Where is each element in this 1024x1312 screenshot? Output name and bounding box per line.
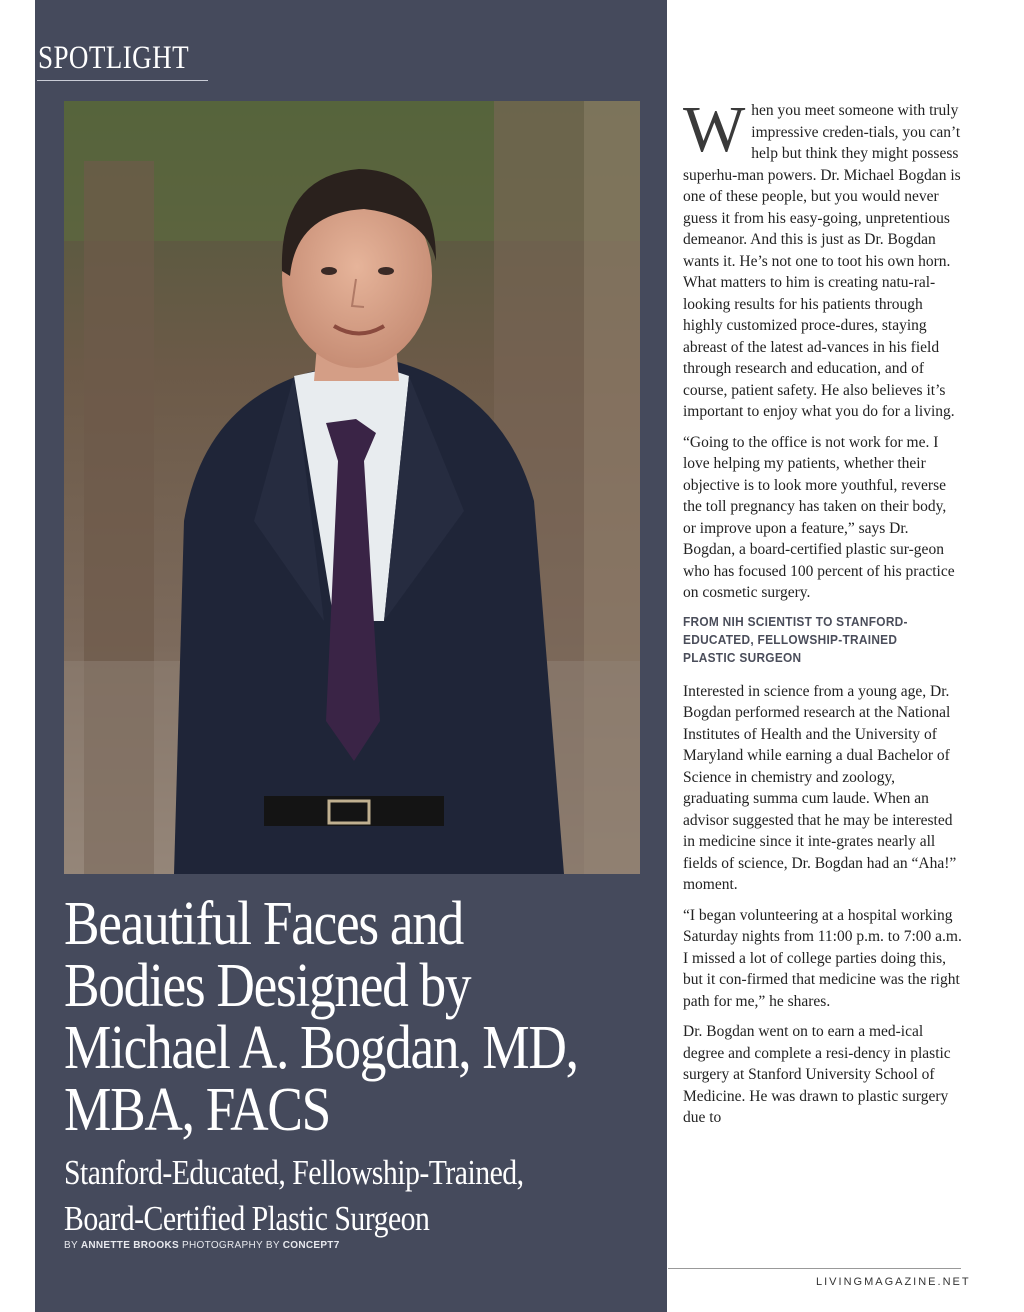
portrait-photo <box>64 101 640 874</box>
article-body <box>683 93 963 1138</box>
footer-divider <box>668 1268 961 1269</box>
article-paragraph <box>683 93 963 423</box>
byline-author: ANNETTE BROOKS <box>80 1240 179 1251</box>
byline <box>64 1240 340 1251</box>
article-paragraph: “I began volunteering at a hospital working Saturday nights from 11:00 p.m. to 7:00 a.m. I missed a lot of college parties doing this, but it con-firmed that medicine was the right path for me,” he shares. <box>683 906 962 1010</box>
byline-photo-prefix: PHOTOGRAPHY BY <box>182 1240 280 1251</box>
byline-by-prefix: BY <box>64 1240 78 1251</box>
section-label: SPOTLIGHT <box>38 40 190 76</box>
article-paragraph: Interested in science from a young age, Dr. Bogdan performed research at the National Institutes of Health and the University of Maryland while earning a dual Bachelor of Science in chemistry and zoology, graduating summa cum laude. When an advisor suggested that he may be interested in medicine since it inte-grates nearly all fields of science, Dr. Bogdan had an “Aha!” moment. <box>683 682 957 893</box>
byline-photographer: CONCEPT7 <box>282 1240 340 1251</box>
article-paragraph: “Going to the office is not work for me. I love helping my patients, whether their objective is to look more youthful, reverse the toll pregnancy has taken on their body, or improve upon a feature,” says Dr. Bogdan, a board-certified plastic sur-geon who has focused 100 percent of his practice on cosmetic surgery. <box>683 433 955 601</box>
article-paragraph: Dr. Bogdan went on to earn a med-ical degree and complete a resi-dency in plastic surgery at Stanford University School of Medicine. He was drawn to plastic surgery due to <box>683 1023 951 1126</box>
article-headline: Beautiful Faces and Bodies Designed by Michael A. Bogdan, MD, MBA, FACS <box>64 890 578 1144</box>
footer-url: LIVINGMAGAZINE.NET <box>816 1276 971 1288</box>
article-subheadline: Stanford-Educated, Fellowship-Trained, Board-Certified Plastic Surgeon <box>64 1153 524 1238</box>
paragraph-text: hen you meet someone with truly impressive creden-tials, you can’t help but think they might possess superhu-man powers. Dr. Michael Bogdan is one of these people, but you would never guess it from his easy-going, unpretentious demeanor. And this is just as Dr. Bogdan wants it. He’s not one to toot his own horn. What matters to him is creating natu-ral-looking results for his patients through highly customized proce-dures, staying abreast of the latest ad-vances in his field through research and education, and of course, patient safety. He also believes it’s important to enjoy what you do for a living. <box>683 102 961 420</box>
drop-cap: W <box>683 93 746 166</box>
section-heading: FROM NIH SCIENTIST TO STANFORD-EDUCATED, FELLOWSHIP-TRAINED PLASTIC SURGEON <box>683 614 908 665</box>
section-divider <box>37 80 208 81</box>
